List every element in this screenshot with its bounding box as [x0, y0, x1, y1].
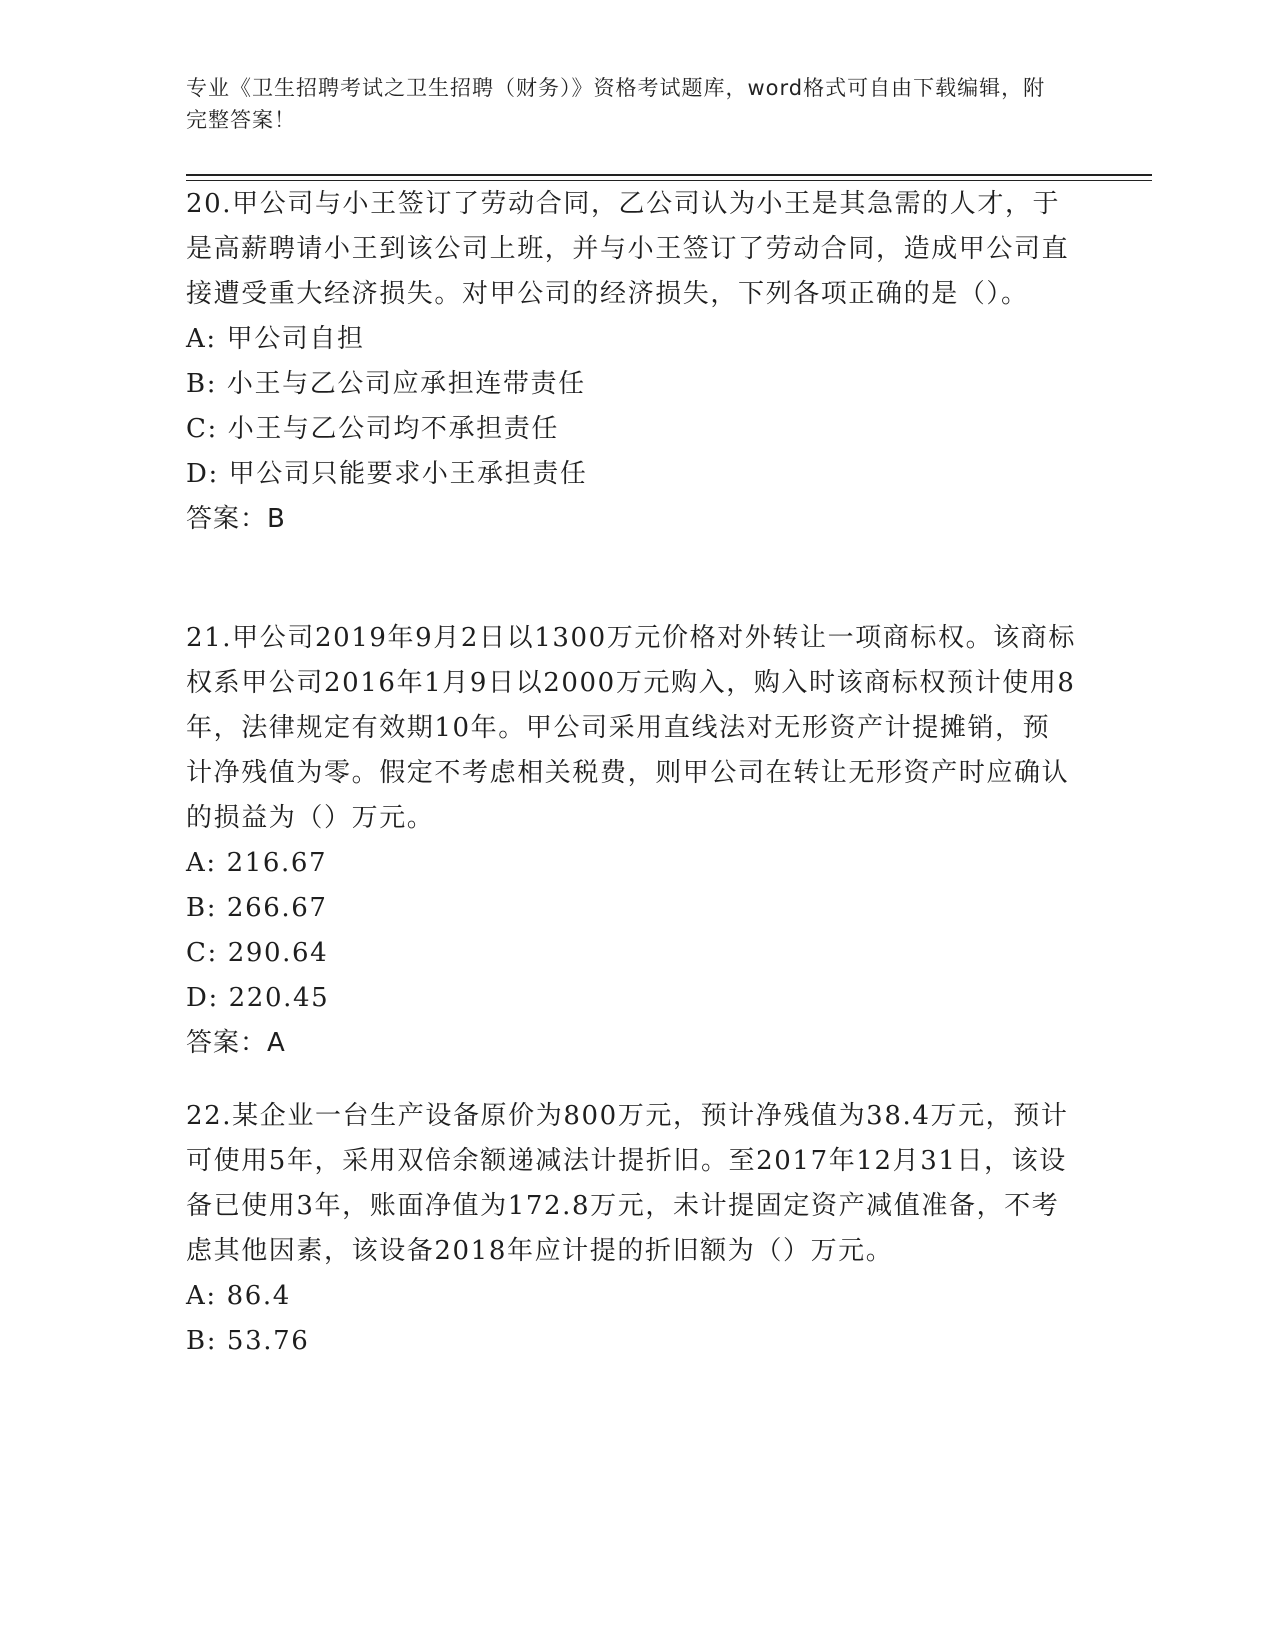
answer-label: 答案：B: [186, 504, 286, 534]
option-a: A: 216.67: [186, 848, 328, 878]
header-divider: [186, 174, 1152, 176]
option-d: D: 甲公司只能要求小王承担责任: [186, 459, 588, 489]
question-20: [186, 182, 1076, 542]
option-b: B: 266.67: [186, 893, 328, 923]
option-a: A: 86.4: [186, 1281, 291, 1311]
question-stem: 20.甲公司与小王签订了劳动合同，乙公司认为小王是其急需的人才，于是高薪聘请小王到该公司上班，并与小王签订了劳动合同，造成甲公司直接遭受重大经济损失。对甲公司的经济损失，下列各项正确的是（）。: [186, 189, 1070, 309]
question-stem: 21.甲公司2019年9月2日以1300万元价格对外转让一项商标权。该商标权系甲公司2016年1月9日以2000万元购入，购入时该商标权预计使用8年，法律规定有效期10年。甲公司采用直线法对无形资产计提摊销，预计净残值为零。假定不考虑相关税费，则甲公司在转让无形资产时应确认的损益为（）万元。: [186, 623, 1076, 833]
document-header: 专业《卫生招聘考试之卫生招聘（财务）》资格考试题库，word格式可自由下载编辑，附完整答案！: [186, 76, 1046, 132]
header-divider-thin: [186, 180, 1152, 181]
answer-label: 答案：A: [186, 1028, 286, 1058]
option-c: C: 290.64: [186, 938, 329, 968]
option-a: A: 甲公司自担: [186, 324, 365, 354]
option-b: B: 53.76: [186, 1326, 310, 1356]
question-22: [186, 1094, 1076, 1364]
question-stem: 22.某企业一台生产设备原价为800万元，预计净残值为38.4万元，预计可使用5年，采用双倍余额递减法计提折旧。至2017年12月31日，该设备已使用3年，账面净值为172.8万元，未计提固定资产减值准备，不考虑其他因素，该设备2018年应计提的折旧额为（）万元。: [186, 1101, 1069, 1266]
option-c: C: 小王与乙公司均不承担责任: [186, 414, 559, 444]
question-21: [186, 616, 1076, 1066]
option-d: D: 220.45: [186, 983, 330, 1013]
option-b: B: 小王与乙公司应承担连带责任: [186, 369, 586, 399]
